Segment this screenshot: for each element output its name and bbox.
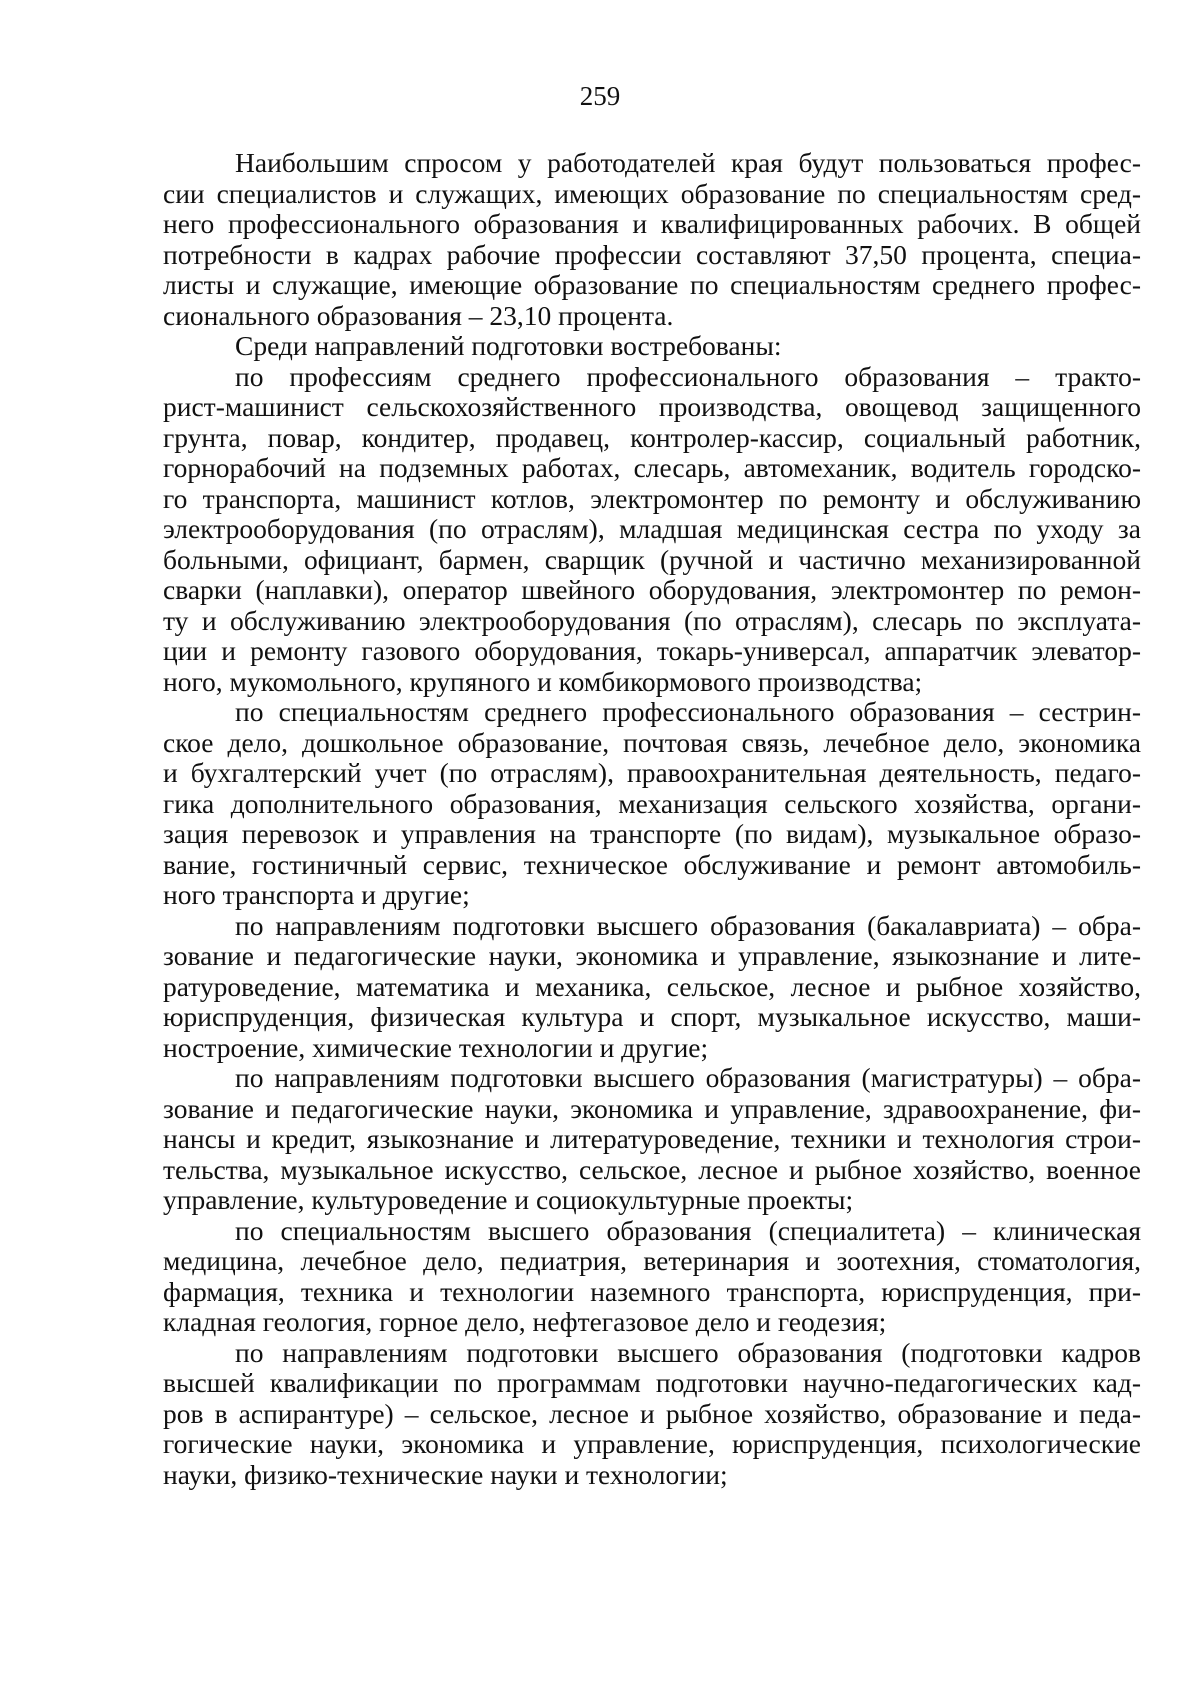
text-line: по специальностям среднего профессионального образования – сестрин- — [235, 696, 1141, 727]
text-line: фармация, техника и технологии наземного транспорта, юриспруденция, при- — [163, 1275, 1141, 1307]
text-line: вание, гостиничный сервис, техническое обслуживание и ремонт автомобиль- — [163, 848, 1141, 880]
text-line: горнорабочий на подземных работах, слесарь, автомеханик, водитель городско- — [163, 452, 1141, 483]
text-line: науки, физико-технические науки и технологии; — [163, 1458, 728, 1490]
paragraph-demand — [163, 148, 1141, 331]
text-line: по специальностям высшего образования (специалитета) – клиническая — [235, 1214, 1141, 1246]
paragraph-bachelor — [163, 911, 1141, 1064]
text-line: зование и педагогические науки, экономика и управление, здравоохранение, фи- — [163, 1092, 1141, 1124]
text-line: ров в аспирантуре) – сельское, лесное и рыбное хозяйство, образование и педа- — [163, 1397, 1141, 1429]
text-line: по направлениям подготовки высшего образования (бакалавриата) – обра- — [235, 909, 1141, 941]
text-line: кладная геология, горное дело, нефтегазовое дело и геодезия; — [163, 1306, 887, 1337]
text-line: высшей квалификации по программам подготовки научно-педагогических кад- — [163, 1367, 1141, 1398]
text-line: потребности в кадрах рабочие профессии составляют 37,50 процента, специа- — [163, 238, 1141, 270]
text-line: зование и педагогические науки, экономика и управление, языкознание и лите- — [163, 940, 1141, 971]
paragraph-directions-intro — [163, 331, 1141, 362]
paragraph-specialist — [163, 1216, 1141, 1338]
text-line: нансы и кредит, языкознание и литературоведение, техники и технология строи- — [163, 1123, 1141, 1154]
text-line: сии специалистов и служащих, имеющих образование по специальностям сред- — [163, 177, 1141, 209]
text-line: го транспорта, машинист котлов, электромонтер по ремонту и обслуживанию — [163, 482, 1141, 514]
page-number: 259 — [579, 81, 621, 111]
text-line: него профессионального образования и квалифицированных рабочих. В общей — [163, 208, 1141, 239]
paragraph-secondary-professions — [163, 362, 1141, 698]
text-line: ское дело, дошкольное образование, почтовая связь, лечебное дело, экономика — [163, 726, 1141, 758]
text-line: медицина, лечебное дело, педиатрия, ветеринария и зоотехния, стоматология, — [163, 1245, 1141, 1276]
text-line: электрооборудования (по отраслям), младшая медицинская сестра по уходу за — [163, 513, 1141, 544]
text-line: ного транспорта и другие; — [163, 879, 470, 910]
text-line: гогические науки, экономика и управление, юриспруденция, психологические — [163, 1428, 1141, 1459]
text-line: тельства, музыкальное искусство, сельское, лесное и рыбное хозяйство, военное — [163, 1153, 1141, 1185]
text-line: ции и ремонту газового оборудования, токарь-универсал, аппаратчик элеватор- — [163, 635, 1141, 666]
text-line: по профессиям среднего профессионального образования – тракто- — [235, 360, 1141, 392]
document-body — [163, 148, 1141, 1490]
paragraph-postgraduate — [163, 1338, 1141, 1491]
text-line: больными, официант, бармен, сварщик (ручной и частично механизированной — [163, 543, 1141, 575]
text-line: Среди направлений подготовки востребованы: — [235, 330, 782, 361]
text-line: листы и служащие, имеющие образование по специальностям среднего профес- — [163, 269, 1141, 300]
text-line: рист-машинист сельскохозяйственного производства, овощевод защищенного — [163, 391, 1141, 422]
text-line: управление, культуроведение и социокультурные проекты; — [163, 1184, 854, 1215]
paragraph-secondary-specialties — [163, 697, 1141, 911]
text-line: Наибольшим спросом у работодателей края будут пользоваться профес- — [235, 147, 1141, 178]
text-line: сварки (наплавки), оператор швейного оборудования, электромонтер по ремон- — [163, 574, 1141, 605]
text-line: юриспруденция, физическая культура и спорт, музыкальное искусство, маши- — [163, 1001, 1141, 1032]
text-line: ного, мукомольного, крупяного и комбикормового производства; — [163, 665, 923, 697]
paragraph-master — [163, 1063, 1141, 1216]
text-line: ратуроведение, математика и механика, сельское, лесное и рыбное хозяйство, — [163, 970, 1141, 1002]
text-line: по направлениям подготовки высшего образования (магистратуры) – обра- — [235, 1062, 1141, 1093]
text-line: по направлениям подготовки высшего образования (подготовки кадров — [235, 1336, 1141, 1368]
text-line: грунта, повар, кондитер, продавец, контролер-кассир, социальный работник, — [163, 421, 1141, 453]
text-line: сионального образования – 23,10 процента. — [163, 299, 674, 331]
text-line: зация перевозок и управления на транспорте (по видам), музыкальное образо- — [163, 818, 1141, 849]
text-line: ту и обслуживанию электрооборудования (по отраслям), слесарь по эксплуата- — [163, 604, 1141, 636]
text-line: и бухгалтерский учет (по отраслям), правоохранительная деятельность, педаго- — [163, 757, 1141, 788]
text-line: ностроение, химические технологии и другие; — [163, 1031, 709, 1063]
text-line: гика дополнительного образования, механизация сельского хозяйства, органи- — [163, 787, 1141, 819]
